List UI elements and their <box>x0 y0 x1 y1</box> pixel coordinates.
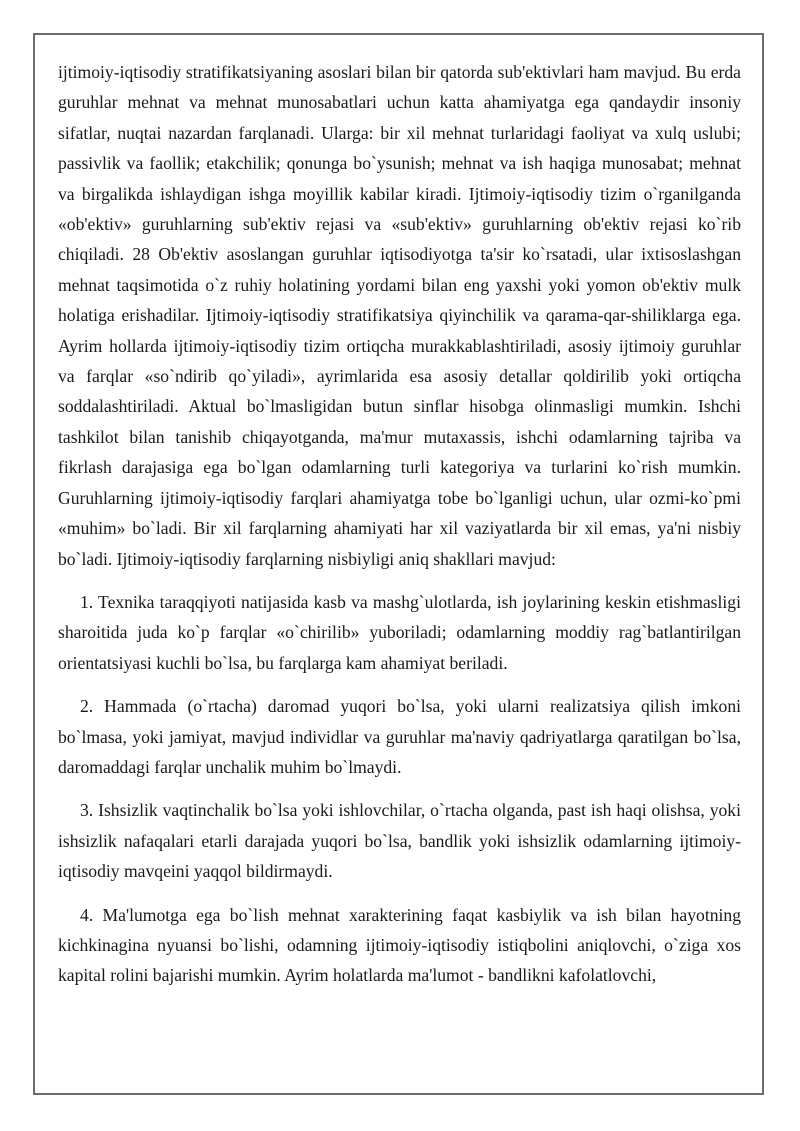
document-body <box>58 57 741 1004</box>
list-item-2: 2. Hammada (o`rtacha) daromad yuqori bo`lsa, yoki ularni realizatsiya qilish imkoni bo`lmasa, yoki jamiyat, mavjud individlar va guruhlar ma'naviy qadriyatlarga qaratilgan bo`lsa, daromaddagi farqlar unchalik muhim bo`lmaydi. <box>58 696 741 777</box>
list-item-4: 4. Ma'lumotga ega bo`lish mehnat xarakterining faqat kasbiylik va ish bilan hayotning kichkinagina nyuansi bo`lishi, odamning ijtimoiy-iqtisodiy istiqbolini aniqlovchi, o`ziga xos kapital rolini bajarishi mumkin. Ayrim holatlarda ma'lumot - bandlikni kafolatlovchi, <box>58 904 741 986</box>
page-frame <box>33 33 764 1095</box>
list-item-3: 3. Ishsizlik vaqtinchalik bo`lsa yoki ishlovchilar, o`rtacha olganda, past ish haqi olishsa, yoki ishsizlik nafaqalari etarli darajada yuqori bo`lsa, bandlik yoki ishsizlik odamlarning ijtimoiy-iqtisodiy mavqeini yaqqol bildirmaydi. <box>58 800 741 882</box>
list-item-1: 1. Texnika taraqqiyoti natijasida kasb va mashg`ulotlarda, ish joylarining keskin etishmasligi sharoitida juda ko`p farqlar «o`chirilib» yuboriladi; odamlarning moddiy rag`batlantirilgan orientatsiyasi kuchli bo`lsa, bu farqlarga kam ahamiyat beriladi. <box>58 591 741 673</box>
intro-paragraph: ijtimoiy-iqtisodiy stratifikatsiyaning asoslari bilan bir qatorda sub'ektivlari ham mavjud. Bu erda guruhlar mehnat va mehnat munosabatlari uchun katta ahamiyatga ega qandaydir insoniy sifatlar, nuqtai nazardan farqlanadi. Ularga: bir xil mehnat turlaridagi faoliyat va xulq uslubi; passivlik va faollik; etakchilik; qonunga bo`ysunish; mehnat va ish haqiga munosabat; mehnat va birgalikda ishlaydigan ishga moyillik kabilar kiradi. Ijtimoiy-iqtisodiy tizim o`rganilganda «ob'ektiv» guruhlarning sub'ektiv rejasi va «sub'ektiv» guruhlarning ob'ektiv rejasi ko`rib chiqiladi. 28 Ob'ektiv asoslangan guruhlar iqtisodiyotga ta'sir ko`rsatadi, ular ixtisoslashgan mehnat taqsimotida o`z ruhiy holatining yordami bilan eng yaxshi yoki yomon ob'ektiv mulk holatiga erishadilar. Ijtimoiy-iqtisodiy stratifikatsiya qiyinchilik va qarama-qar-shiliklarga ega. Ayrim hollarda ijtimoiy-iqtisodiy tizim ortiqcha murakkablashtiriladi, asosiy ijtimoiy guruhlar va farqlar «so`ndirib qo`yiladi», ayrimlarida esa asosiy detallar qoldirilib yoki ortiqcha soddalashtiriladi. Aktual bo`lmasligidan butun sinflar hisobga olinmasligi mumkin. Ishchi tashkilot bilan tanishib chiqayotganda, ma'mur mutaxassis, ishchi odamlarning tajriba va fikrlash darajasiga ega bo`lgan odamlarning turli kategoriya va turlarini ko`rish mumkin. Guruhlarning ijtimoiy-iqtisodiy farqlari ahamiyatga tobe bo`lganligi uchun, ular ozmi-ko`pmi «muhim» bo`ladi. Bir xil farqlarning ahamiyati har xil vaziyatlarda bir xil emas, ya'ni nisbiy bo`ladi. Ijtimoiy-iqtisodiy farqlarning nisbiyligi aniq shakllari mavjud: <box>58 62 741 569</box>
